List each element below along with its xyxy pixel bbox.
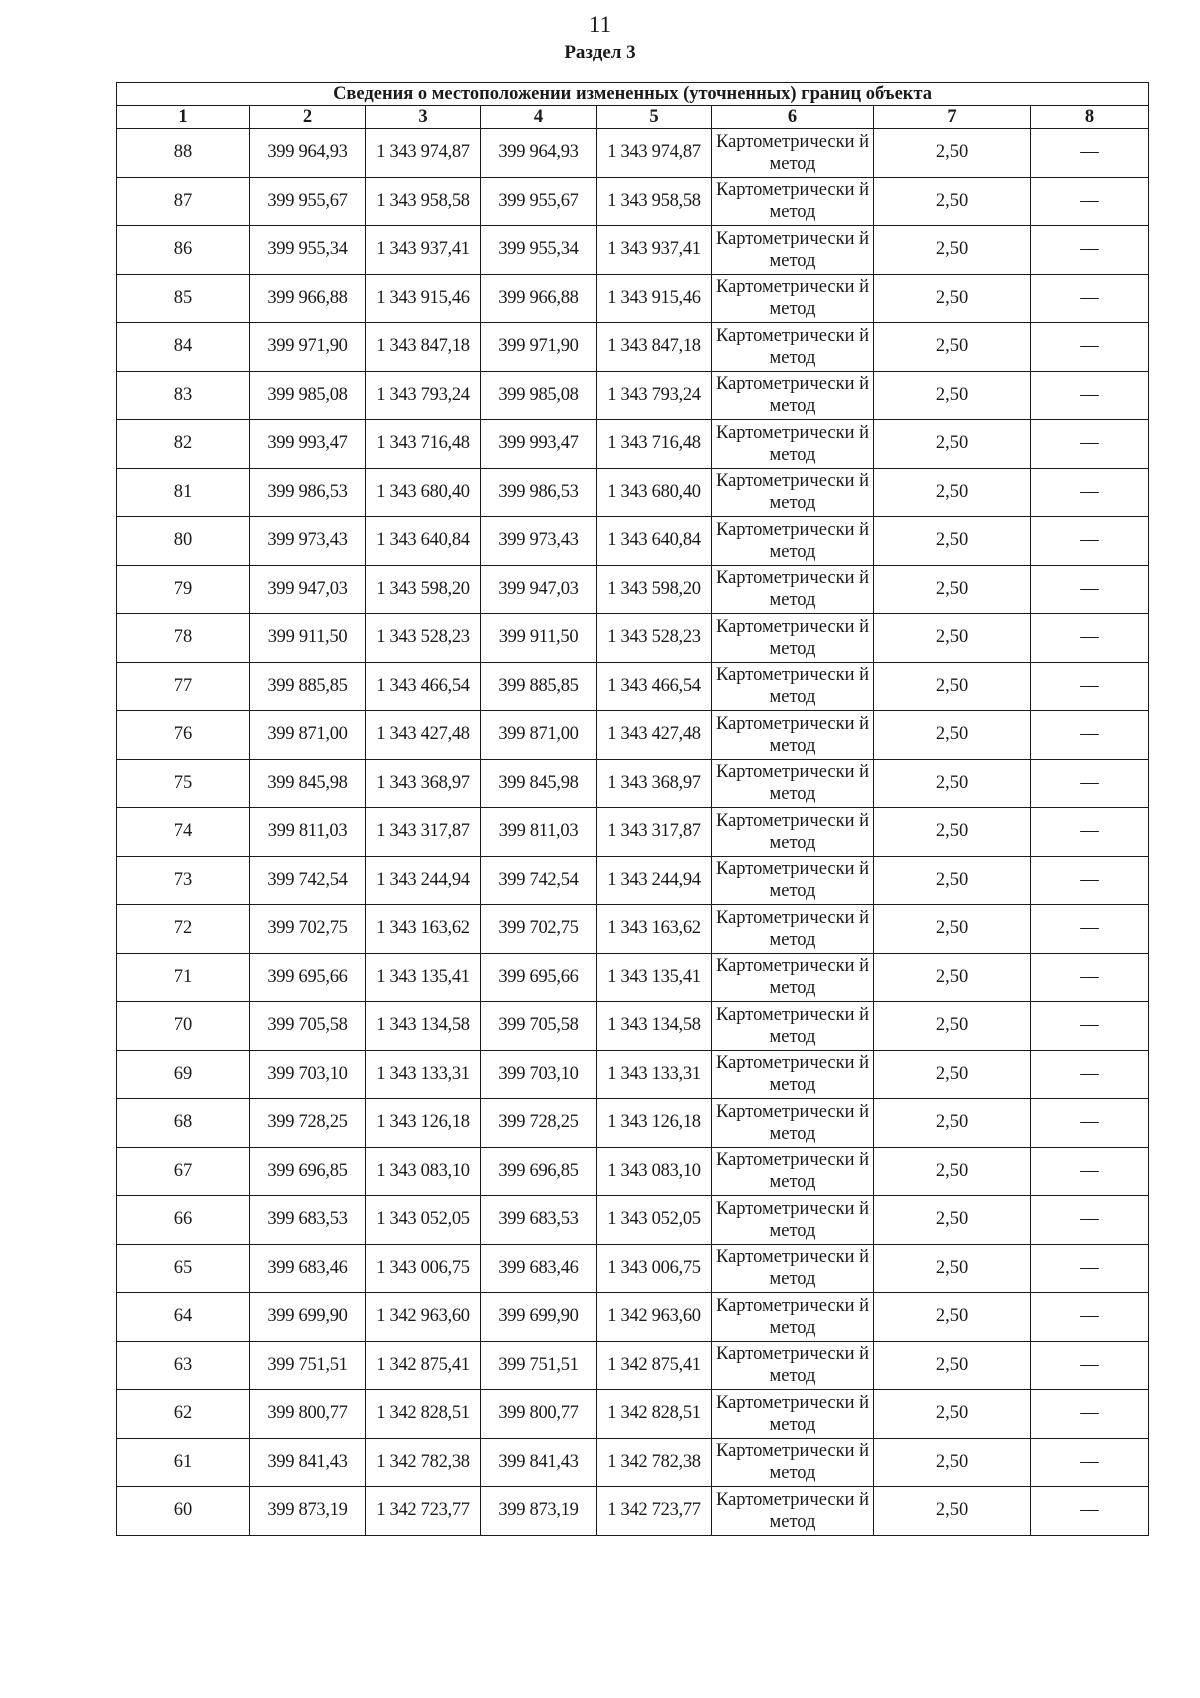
method-cell: Картометрически й метод [712,1050,874,1099]
x-new-cell: 399 985,08 [481,371,597,420]
column-header: 4 [481,106,597,129]
y-new-cell: 1 343 134,58 [597,1002,712,1051]
description-cell: — [1031,1002,1149,1051]
method-cell: Картометрически й метод [712,129,874,178]
point-number-cell: 82 [117,420,250,469]
description-cell: — [1031,274,1149,323]
accuracy-cell: 2,50 [874,468,1031,517]
y-old-cell: 1 342 963,60 [366,1293,481,1342]
accuracy-cell: 2,50 [874,856,1031,905]
x-new-cell: 399 703,10 [481,1050,597,1099]
method-cell: Картометрически й метод [712,1487,874,1536]
x-new-cell: 399 973,43 [481,517,597,566]
y-new-cell: 1 343 958,58 [597,177,712,226]
table-row [117,1002,1149,1051]
method-cell: Картометрически й метод [712,468,874,517]
description-cell: — [1031,323,1149,372]
method-cell: Картометрически й метод [712,1196,874,1245]
table-caption-row [117,83,1149,106]
y-old-cell: 1 343 528,23 [366,614,481,663]
table-body [117,129,1149,1536]
y-new-cell: 1 342 828,51 [597,1390,712,1439]
y-new-cell: 1 343 427,48 [597,711,712,760]
table-row [117,953,1149,1002]
y-new-cell: 1 343 937,41 [597,226,712,275]
method-cell: Картометрически й метод [712,1438,874,1487]
accuracy-cell: 2,50 [874,517,1031,566]
y-new-cell: 1 343 163,62 [597,905,712,954]
table-row [117,1293,1149,1342]
y-old-cell: 1 343 134,58 [366,1002,481,1051]
description-cell: — [1031,1147,1149,1196]
x-new-cell: 399 986,53 [481,468,597,517]
description-cell: — [1031,1438,1149,1487]
table-row [117,129,1149,178]
x-new-cell: 399 955,67 [481,177,597,226]
method-cell: Картометрически й метод [712,953,874,1002]
description-cell: — [1031,1244,1149,1293]
table-row [117,1196,1149,1245]
y-new-cell: 1 343 052,05 [597,1196,712,1245]
x-new-cell: 399 695,66 [481,953,597,1002]
accuracy-cell: 2,50 [874,614,1031,663]
table-row [117,1099,1149,1148]
table-row [117,759,1149,808]
x-old-cell: 399 695,66 [250,953,366,1002]
y-old-cell: 1 343 847,18 [366,323,481,372]
accuracy-cell: 2,50 [874,1438,1031,1487]
description-cell: — [1031,711,1149,760]
y-new-cell: 1 342 782,38 [597,1438,712,1487]
point-number-cell: 86 [117,226,250,275]
point-number-cell: 83 [117,371,250,420]
method-cell: Картометрически й метод [712,371,874,420]
y-old-cell: 1 343 133,31 [366,1050,481,1099]
description-cell: — [1031,1196,1149,1245]
table-caption: Сведения о местоположении измененных (уточненных) границ объекта [117,83,1149,106]
table-row [117,1244,1149,1293]
y-old-cell: 1 343 716,48 [366,420,481,469]
x-old-cell: 399 683,46 [250,1244,366,1293]
y-new-cell: 1 343 915,46 [597,274,712,323]
y-old-cell: 1 343 640,84 [366,517,481,566]
x-new-cell: 399 955,34 [481,226,597,275]
x-old-cell: 399 696,85 [250,1147,366,1196]
table-row [117,1147,1149,1196]
y-new-cell: 1 343 466,54 [597,662,712,711]
x-new-cell: 399 683,53 [481,1196,597,1245]
accuracy-cell: 2,50 [874,905,1031,954]
accuracy-cell: 2,50 [874,1050,1031,1099]
accuracy-cell: 2,50 [874,177,1031,226]
accuracy-cell: 2,50 [874,662,1031,711]
column-header: 3 [366,106,481,129]
table-row [117,371,1149,420]
boundary-coordinates-table [116,82,1149,1536]
method-cell: Картометрически й метод [712,1244,874,1293]
description-cell: — [1031,856,1149,905]
y-old-cell: 1 342 875,41 [366,1341,481,1390]
x-old-cell: 399 971,90 [250,323,366,372]
point-number-cell: 61 [117,1438,250,1487]
x-old-cell: 399 885,85 [250,662,366,711]
y-new-cell: 1 343 244,94 [597,856,712,905]
x-old-cell: 399 751,51 [250,1341,366,1390]
x-new-cell: 399 696,85 [481,1147,597,1196]
x-new-cell: 399 705,58 [481,1002,597,1051]
point-number-cell: 84 [117,323,250,372]
accuracy-cell: 2,50 [874,711,1031,760]
column-header: 8 [1031,106,1149,129]
accuracy-cell: 2,50 [874,1147,1031,1196]
x-new-cell: 399 871,00 [481,711,597,760]
y-old-cell: 1 343 083,10 [366,1147,481,1196]
description-cell: — [1031,1390,1149,1439]
y-new-cell: 1 343 640,84 [597,517,712,566]
table-row [117,323,1149,372]
description-cell: — [1031,759,1149,808]
table-row [117,614,1149,663]
x-new-cell: 399 947,03 [481,565,597,614]
point-number-cell: 66 [117,1196,250,1245]
description-cell: — [1031,1341,1149,1390]
x-old-cell: 399 966,88 [250,274,366,323]
y-old-cell: 1 343 680,40 [366,468,481,517]
point-number-cell: 77 [117,662,250,711]
point-number-cell: 63 [117,1341,250,1390]
table-row [117,1341,1149,1390]
table-row [117,1438,1149,1487]
y-old-cell: 1 343 937,41 [366,226,481,275]
x-old-cell: 399 873,19 [250,1487,366,1536]
method-cell: Картометрически й метод [712,614,874,663]
point-number-cell: 68 [117,1099,250,1148]
x-new-cell: 399 811,03 [481,808,597,857]
point-number-cell: 78 [117,614,250,663]
x-new-cell: 399 699,90 [481,1293,597,1342]
y-new-cell: 1 343 126,18 [597,1099,712,1148]
description-cell: — [1031,1487,1149,1536]
x-old-cell: 399 986,53 [250,468,366,517]
section-title: Раздел 3 [564,42,636,63]
description-cell: — [1031,420,1149,469]
accuracy-cell: 2,50 [874,565,1031,614]
y-old-cell: 1 343 974,87 [366,129,481,178]
x-new-cell: 399 728,25 [481,1099,597,1148]
description-cell: — [1031,226,1149,275]
method-cell: Картометрически й метод [712,905,874,954]
x-new-cell: 399 845,98 [481,759,597,808]
table-row [117,468,1149,517]
x-old-cell: 399 703,10 [250,1050,366,1099]
column-header: 7 [874,106,1031,129]
x-old-cell: 399 683,53 [250,1196,366,1245]
method-cell: Картометрически й метод [712,711,874,760]
description-cell: — [1031,517,1149,566]
y-old-cell: 1 343 126,18 [366,1099,481,1148]
description-cell: — [1031,1293,1149,1342]
method-cell: Картометрически й метод [712,1390,874,1439]
x-new-cell: 399 885,85 [481,662,597,711]
y-old-cell: 1 343 317,87 [366,808,481,857]
x-old-cell: 399 702,75 [250,905,366,954]
y-old-cell: 1 343 135,41 [366,953,481,1002]
accuracy-cell: 2,50 [874,759,1031,808]
x-new-cell: 399 911,50 [481,614,597,663]
column-header: 5 [597,106,712,129]
x-new-cell: 399 993,47 [481,420,597,469]
table-row [117,808,1149,857]
table-row [117,662,1149,711]
x-old-cell: 399 955,67 [250,177,366,226]
y-new-cell: 1 343 135,41 [597,953,712,1002]
accuracy-cell: 2,50 [874,1244,1031,1293]
y-old-cell: 1 343 793,24 [366,371,481,420]
y-old-cell: 1 343 958,58 [366,177,481,226]
table-row [117,905,1149,954]
point-number-cell: 67 [117,1147,250,1196]
accuracy-cell: 2,50 [874,1390,1031,1439]
column-header: 2 [250,106,366,129]
y-new-cell: 1 343 006,75 [597,1244,712,1293]
table-row [117,1050,1149,1099]
y-new-cell: 1 343 974,87 [597,129,712,178]
description-cell: — [1031,1050,1149,1099]
description-cell: — [1031,614,1149,663]
y-new-cell: 1 343 598,20 [597,565,712,614]
y-new-cell: 1 343 317,87 [597,808,712,857]
point-number-cell: 85 [117,274,250,323]
x-old-cell: 399 993,47 [250,420,366,469]
point-number-cell: 70 [117,1002,250,1051]
accuracy-cell: 2,50 [874,1196,1031,1245]
y-new-cell: 1 343 083,10 [597,1147,712,1196]
x-new-cell: 399 971,90 [481,323,597,372]
x-new-cell: 399 966,88 [481,274,597,323]
table-row [117,420,1149,469]
method-cell: Картометрически й метод [712,759,874,808]
table-row [117,517,1149,566]
point-number-cell: 64 [117,1293,250,1342]
x-old-cell: 399 841,43 [250,1438,366,1487]
point-number-cell: 75 [117,759,250,808]
y-old-cell: 1 343 163,62 [366,905,481,954]
method-cell: Картометрически й метод [712,1002,874,1051]
point-number-cell: 81 [117,468,250,517]
method-cell: Картометрически й метод [712,1147,874,1196]
point-number-cell: 88 [117,129,250,178]
accuracy-cell: 2,50 [874,808,1031,857]
accuracy-cell: 2,50 [874,371,1031,420]
x-new-cell: 399 702,75 [481,905,597,954]
x-old-cell: 399 964,93 [250,129,366,178]
y-new-cell: 1 343 133,31 [597,1050,712,1099]
description-cell: — [1031,808,1149,857]
method-cell: Картометрически й метод [712,420,874,469]
x-new-cell: 399 742,54 [481,856,597,905]
accuracy-cell: 2,50 [874,1002,1031,1051]
y-old-cell: 1 342 723,77 [366,1487,481,1536]
description-cell: — [1031,129,1149,178]
x-old-cell: 399 699,90 [250,1293,366,1342]
point-number-cell: 69 [117,1050,250,1099]
y-old-cell: 1 343 598,20 [366,565,481,614]
point-number-cell: 80 [117,517,250,566]
method-cell: Картометрически й метод [712,1099,874,1148]
y-old-cell: 1 343 915,46 [366,274,481,323]
accuracy-cell: 2,50 [874,953,1031,1002]
accuracy-cell: 2,50 [874,1099,1031,1148]
point-number-cell: 65 [117,1244,250,1293]
column-header: 6 [712,106,874,129]
y-old-cell: 1 342 828,51 [366,1390,481,1439]
x-new-cell: 399 964,93 [481,129,597,178]
x-new-cell: 399 683,46 [481,1244,597,1293]
method-cell: Картометрически й метод [712,274,874,323]
table-row [117,565,1149,614]
y-old-cell: 1 342 782,38 [366,1438,481,1487]
x-old-cell: 399 800,77 [250,1390,366,1439]
accuracy-cell: 2,50 [874,1293,1031,1342]
point-number-cell: 73 [117,856,250,905]
y-new-cell: 1 342 875,41 [597,1341,712,1390]
description-cell: — [1031,371,1149,420]
table-row [117,1487,1149,1536]
accuracy-cell: 2,50 [874,226,1031,275]
y-old-cell: 1 343 368,97 [366,759,481,808]
accuracy-cell: 2,50 [874,1341,1031,1390]
description-cell: — [1031,1099,1149,1148]
x-old-cell: 399 911,50 [250,614,366,663]
x-old-cell: 399 955,34 [250,226,366,275]
column-header: 1 [117,106,250,129]
y-new-cell: 1 342 723,77 [597,1487,712,1536]
method-cell: Картометрически й метод [712,856,874,905]
y-old-cell: 1 343 466,54 [366,662,481,711]
y-new-cell: 1 343 368,97 [597,759,712,808]
table-row [117,711,1149,760]
description-cell: — [1031,565,1149,614]
y-new-cell: 1 343 528,23 [597,614,712,663]
x-new-cell: 399 873,19 [481,1487,597,1536]
point-number-cell: 62 [117,1390,250,1439]
table-row [117,226,1149,275]
table-row [117,274,1149,323]
table-row [117,1390,1149,1439]
accuracy-cell: 2,50 [874,129,1031,178]
page-number: 11 [588,12,612,37]
y-new-cell: 1 343 847,18 [597,323,712,372]
accuracy-cell: 2,50 [874,1487,1031,1536]
method-cell: Картометрически й метод [712,226,874,275]
y-new-cell: 1 342 963,60 [597,1293,712,1342]
x-old-cell: 399 728,25 [250,1099,366,1148]
table-header-row [117,106,1149,129]
y-old-cell: 1 343 052,05 [366,1196,481,1245]
point-number-cell: 76 [117,711,250,760]
point-number-cell: 72 [117,905,250,954]
point-number-cell: 74 [117,808,250,857]
x-new-cell: 399 841,43 [481,1438,597,1487]
method-cell: Картометрически й метод [712,1341,874,1390]
y-old-cell: 1 343 006,75 [366,1244,481,1293]
description-cell: — [1031,905,1149,954]
x-old-cell: 399 845,98 [250,759,366,808]
x-old-cell: 399 947,03 [250,565,366,614]
x-old-cell: 399 742,54 [250,856,366,905]
x-old-cell: 399 973,43 [250,517,366,566]
y-new-cell: 1 343 793,24 [597,371,712,420]
y-old-cell: 1 343 244,94 [366,856,481,905]
y-new-cell: 1 343 680,40 [597,468,712,517]
accuracy-cell: 2,50 [874,420,1031,469]
x-new-cell: 399 751,51 [481,1341,597,1390]
description-cell: — [1031,468,1149,517]
x-new-cell: 399 800,77 [481,1390,597,1439]
x-old-cell: 399 811,03 [250,808,366,857]
method-cell: Картометрически й метод [712,808,874,857]
description-cell: — [1031,953,1149,1002]
method-cell: Картометрически й метод [712,323,874,372]
table-row [117,177,1149,226]
method-cell: Картометрически й метод [712,565,874,614]
point-number-cell: 71 [117,953,250,1002]
x-old-cell: 399 705,58 [250,1002,366,1051]
method-cell: Картометрически й метод [712,177,874,226]
y-old-cell: 1 343 427,48 [366,711,481,760]
x-old-cell: 399 871,00 [250,711,366,760]
point-number-cell: 60 [117,1487,250,1536]
description-cell: — [1031,177,1149,226]
accuracy-cell: 2,50 [874,274,1031,323]
accuracy-cell: 2,50 [874,323,1031,372]
method-cell: Картометрически й метод [712,662,874,711]
y-new-cell: 1 343 716,48 [597,420,712,469]
description-cell: — [1031,662,1149,711]
method-cell: Картометрически й метод [712,1293,874,1342]
point-number-cell: 87 [117,177,250,226]
method-cell: Картометрически й метод [712,517,874,566]
point-number-cell: 79 [117,565,250,614]
table-row [117,856,1149,905]
x-old-cell: 399 985,08 [250,371,366,420]
